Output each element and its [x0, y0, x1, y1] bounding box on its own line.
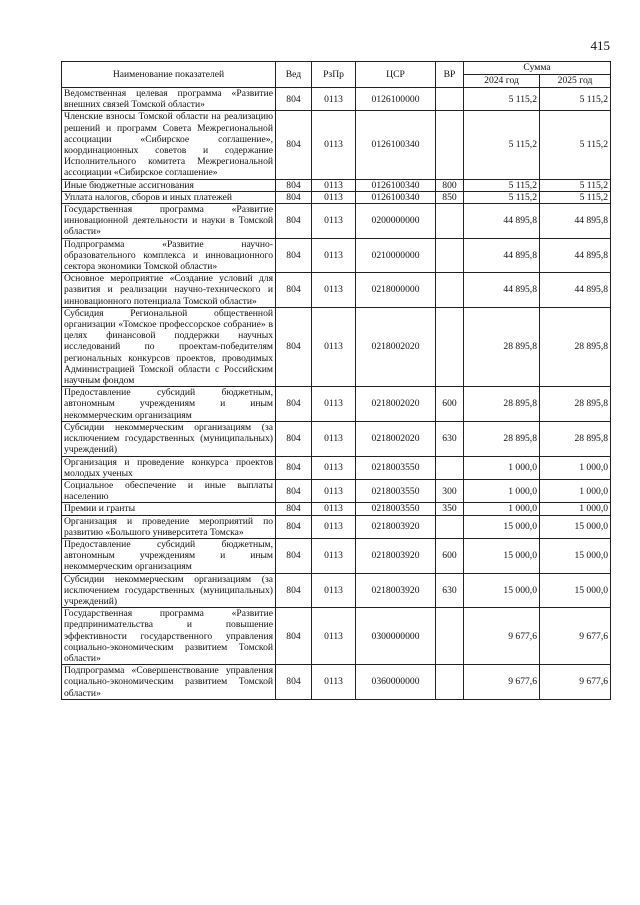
cell-csr: 0218003550: [356, 503, 436, 515]
cell-vr: 630: [436, 573, 464, 608]
table-row: [62, 456, 611, 479]
cell-csr: 0126100340: [356, 111, 436, 179]
table-row: [62, 479, 611, 502]
cell-2025: 9 677,6: [540, 665, 611, 700]
cell-vr: 800: [436, 179, 464, 191]
cell-csr: 0218003920: [356, 538, 436, 573]
cell-vr: 630: [436, 421, 464, 456]
table-row: [62, 515, 611, 538]
cell-2025: 15 000,0: [540, 538, 611, 573]
cell-2025: 28 895,8: [540, 421, 611, 456]
cell-2024: 5 115,2: [464, 111, 540, 179]
cell-vr: [436, 515, 464, 538]
cell-2025: 5 115,2: [540, 111, 611, 179]
cell-vr: [436, 111, 464, 179]
cell-2024: 15 000,0: [464, 573, 540, 608]
cell-2024: 28 895,8: [464, 387, 540, 422]
table-row: [62, 665, 611, 700]
cell-2025: 28 895,8: [540, 387, 611, 422]
cell-name: Предоставление субсидий бюджетным, автономным учреждениям и иным некоммерческим организациям: [62, 387, 276, 422]
cell-csr: 0218003550: [356, 479, 436, 502]
cell-csr: 0126100340: [356, 191, 436, 203]
cell-csr: 0360000000: [356, 665, 436, 700]
cell-2024: 28 895,8: [464, 307, 540, 386]
cell-rzpr: 0113: [312, 238, 356, 273]
cell-csr: 0218003920: [356, 573, 436, 608]
cell-csr: 0218003920: [356, 515, 436, 538]
table-row: [62, 273, 611, 308]
cell-2024: 5 115,2: [464, 88, 540, 111]
cell-csr: 0218003550: [356, 456, 436, 479]
table-row: [62, 88, 611, 111]
cell-2024: 5 115,2: [464, 179, 540, 191]
cell-2024: 1 000,0: [464, 456, 540, 479]
cell-name: Подпрограмма «Развитие научно-образовательного комплекса и инновационного сектора экономики Томской области»: [62, 238, 276, 273]
cell-rzpr: 0113: [312, 665, 356, 700]
cell-rzpr: 0113: [312, 515, 356, 538]
cell-ved: 804: [276, 665, 312, 700]
cell-csr: 0126100000: [356, 88, 436, 111]
cell-rzpr: 0113: [312, 88, 356, 111]
cell-2024: 44 895,8: [464, 204, 540, 239]
table-row: [62, 191, 611, 203]
table-row: [62, 204, 611, 239]
cell-ved: 804: [276, 88, 312, 111]
cell-csr: 0218000000: [356, 273, 436, 308]
cell-name: Организация и проведение конкурса проектов молодых ученых: [62, 456, 276, 479]
cell-csr: 0210000000: [356, 238, 436, 273]
cell-rzpr: 0113: [312, 608, 356, 665]
cell-2025: 5 115,2: [540, 179, 611, 191]
cell-rzpr: 0113: [312, 179, 356, 191]
cell-name: Иные бюджетные ассигнования: [62, 179, 276, 191]
header-sum: Сумма: [464, 62, 611, 75]
cell-name: Предоставление субсидий бюджетным, автономным учреждениям и иным некоммерческим организациям: [62, 538, 276, 573]
header-csr: ЦСР: [356, 62, 436, 88]
table-row: [62, 238, 611, 273]
cell-rzpr: 0113: [312, 387, 356, 422]
cell-rzpr: 0113: [312, 538, 356, 573]
cell-name: Членские взносы Томской области на реализацию решений и программ Совета Межрегиональной ассоциации «Сибирское соглашение», координационных советов и содержание Исполнительного комитета Межрегиональной ассоциации «Сибирское соглашение»: [62, 111, 276, 179]
table-row: [62, 387, 611, 422]
cell-name: Уплата налогов, сборов и иных платежей: [62, 191, 276, 203]
cell-2024: 1 000,0: [464, 503, 540, 515]
cell-vr: [436, 608, 464, 665]
cell-vr: [436, 307, 464, 386]
cell-rzpr: 0113: [312, 191, 356, 203]
cell-2025: 1 000,0: [540, 479, 611, 502]
header-vr: ВР: [436, 62, 464, 88]
cell-csr: 0218002020: [356, 421, 436, 456]
cell-vr: [436, 273, 464, 308]
cell-2024: 44 895,8: [464, 273, 540, 308]
table-row: [62, 573, 611, 608]
cell-vr: 850: [436, 191, 464, 203]
header-ved: Вед: [276, 62, 312, 88]
cell-name: Основное мероприятие «Создание условий для развития и реализации научно-технического и инновационного потенциала Томской области»: [62, 273, 276, 308]
cell-ved: 804: [276, 608, 312, 665]
cell-2025: 44 895,8: [540, 273, 611, 308]
cell-vr: 600: [436, 387, 464, 422]
cell-name: Ведомственная целевая программа «Развитие внешних связей Томской области»: [62, 88, 276, 111]
cell-rzpr: 0113: [312, 204, 356, 239]
cell-rzpr: 0113: [312, 111, 356, 179]
table-row: [62, 538, 611, 573]
cell-2025: 5 115,2: [540, 88, 611, 111]
cell-name: Государственная программа «Развитие предпринимательства и повышение эффективности государственного управления социально-экономическим развитием Томской области»: [62, 608, 276, 665]
cell-2025: 15 000,0: [540, 573, 611, 608]
table-header: [62, 62, 611, 88]
budget-table: [61, 61, 611, 700]
cell-name: Организация и проведение мероприятий по развитию «Большого университета Томска»: [62, 515, 276, 538]
cell-ved: 804: [276, 273, 312, 308]
cell-name: Субсидии некоммерческим организациям (за исключением государственных (муниципальных) учреждений): [62, 573, 276, 608]
table-row: [62, 307, 611, 386]
table-row: [62, 503, 611, 515]
cell-rzpr: 0113: [312, 421, 356, 456]
cell-ved: 804: [276, 515, 312, 538]
cell-rzpr: 0113: [312, 307, 356, 386]
cell-2024: 28 895,8: [464, 421, 540, 456]
cell-2024: 9 677,6: [464, 665, 540, 700]
cell-2025: 28 895,8: [540, 307, 611, 386]
cell-ved: 804: [276, 503, 312, 515]
cell-2024: 1 000,0: [464, 479, 540, 502]
header-name: Наименование показателей: [62, 62, 276, 88]
cell-vr: [436, 238, 464, 273]
table-row: [62, 111, 611, 179]
cell-2024: 44 895,8: [464, 238, 540, 273]
cell-vr: 350: [436, 503, 464, 515]
cell-csr: 0218002020: [356, 307, 436, 386]
cell-rzpr: 0113: [312, 503, 356, 515]
cell-csr: 0126100340: [356, 179, 436, 191]
cell-vr: [436, 88, 464, 111]
cell-rzpr: 0113: [312, 273, 356, 308]
cell-csr: 0218002020: [356, 387, 436, 422]
cell-name: Премии и гранты: [62, 503, 276, 515]
cell-name: Субсидия Региональной общественной организации «Томское профессорское собрание» в целях финансовой поддержки научных исследований по проектам-победителям региональных конкурсов проектов, проводимых Администрацией Томской области с Российским научным фондом: [62, 307, 276, 386]
cell-csr: 0200000000: [356, 204, 436, 239]
cell-ved: 804: [276, 204, 312, 239]
page-number: 415: [590, 38, 610, 53]
cell-vr: [436, 204, 464, 239]
cell-ved: 804: [276, 479, 312, 502]
cell-2025: 1 000,0: [540, 503, 611, 515]
table-body: [62, 88, 611, 700]
cell-2024: 15 000,0: [464, 515, 540, 538]
cell-vr: [436, 456, 464, 479]
header-year-2024: 2024 год: [464, 75, 540, 88]
cell-2025: 44 895,8: [540, 238, 611, 273]
cell-csr: 0300000000: [356, 608, 436, 665]
cell-ved: 804: [276, 538, 312, 573]
cell-name: Государственная программа «Развитие инновационной деятельности и науки в Томской области»: [62, 204, 276, 239]
cell-2025: 15 000,0: [540, 515, 611, 538]
cell-ved: 804: [276, 307, 312, 386]
cell-name: Социальное обеспечение и иные выплаты населению: [62, 479, 276, 502]
cell-2024: 5 115,2: [464, 191, 540, 203]
cell-2025: 5 115,2: [540, 191, 611, 203]
header-year-2025: 2025 год: [540, 75, 611, 88]
cell-ved: 804: [276, 111, 312, 179]
header-rzpr: РзПр: [312, 62, 356, 88]
cell-ved: 804: [276, 191, 312, 203]
cell-ved: 804: [276, 179, 312, 191]
cell-name: Субсидии некоммерческим организациям (за исключением государственных (муниципальных) учреждений): [62, 421, 276, 456]
cell-2025: 1 000,0: [540, 456, 611, 479]
cell-vr: [436, 665, 464, 700]
cell-vr: 600: [436, 538, 464, 573]
cell-vr: 300: [436, 479, 464, 502]
cell-ved: 804: [276, 421, 312, 456]
cell-ved: 804: [276, 238, 312, 273]
cell-ved: 804: [276, 573, 312, 608]
cell-ved: 804: [276, 456, 312, 479]
cell-2024: 9 677,6: [464, 608, 540, 665]
cell-rzpr: 0113: [312, 479, 356, 502]
cell-rzpr: 0113: [312, 573, 356, 608]
cell-2024: 15 000,0: [464, 538, 540, 573]
table-row: [62, 179, 611, 191]
cell-2025: 9 677,6: [540, 608, 611, 665]
table-row: [62, 421, 611, 456]
cell-2025: 44 895,8: [540, 204, 611, 239]
cell-ved: 804: [276, 387, 312, 422]
table-row: [62, 608, 611, 665]
cell-name: Подпрограмма «Совершенствование управления социально-экономическим развитием Томской области»: [62, 665, 276, 700]
cell-rzpr: 0113: [312, 456, 356, 479]
